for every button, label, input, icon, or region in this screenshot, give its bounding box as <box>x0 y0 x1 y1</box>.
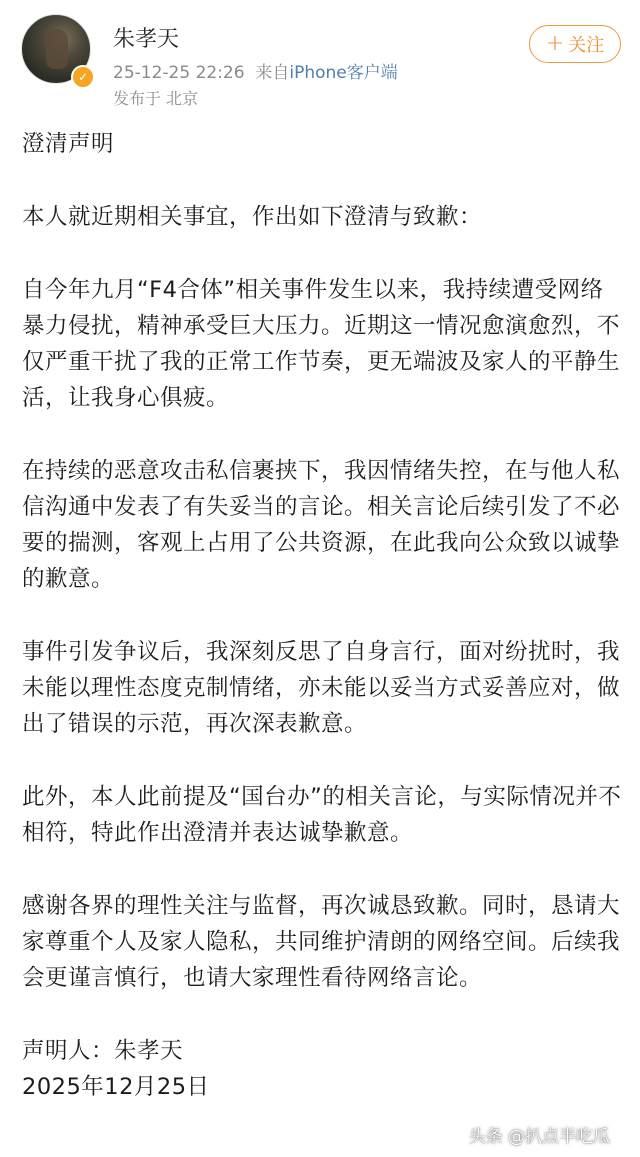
watermark-text: 头条 @扒点半吃瓜 <box>468 1127 610 1147</box>
statement-intro: 本人就近期相关事宜，作出如下澄清与致歉： <box>22 204 483 230</box>
statement-signer: 声明人：朱孝天 <box>22 1038 184 1064</box>
plus-icon: + <box>545 31 565 56</box>
post-location: 发布于 北京 <box>113 89 199 108</box>
watermark <box>469 1122 610 1147</box>
post-timestamp: 25-12-25 22:26 <box>113 63 245 83</box>
verified-icon: ✓ <box>71 65 95 89</box>
source-client-link[interactable]: iPhone客户端 <box>289 63 398 83</box>
statement-paragraph-5: 感谢各界的理性关注与监督，再次诚恳致歉。同时，恳请大家尊重个人及家人隐私，共同维护清朗的网络空间。后续我会更谨言慎行，也请大家理性看待网络言论。 <box>22 893 621 991</box>
follow-button[interactable] <box>529 25 621 63</box>
statement-paragraph-1: 自今年九月“F4合体”相关事件发生以来，我持续遭受网络暴力侵扰，精神承受巨大压力。近期这一情况愈演愈烈，不仅严重干扰了我的正常工作节奏，更无端波及家人的平静生活，让我身心俱疲。 <box>22 277 621 411</box>
post-body <box>22 126 622 1105</box>
statement-date: 2025年12月25日 <box>22 1074 210 1100</box>
statement-paragraph-2: 在持续的恶意攻击私信裹挟下，我因情绪失控，在与他人私信沟通中发表了有失妥当的言论。相关言论后续引发了不必要的揣测，客观上占用了公共资源，在此我向公众致以诚挚的歉意。 <box>22 458 621 592</box>
post-meta <box>113 58 398 83</box>
post-header <box>0 0 640 118</box>
statement-paragraph-4: 此外，本人此前提及“国台办”的相关言论，与实际情况并不相符，特此作出澄清并表达诚挚歉意。 <box>22 784 622 846</box>
statement-title: 澄清声明 <box>22 131 115 157</box>
avatar[interactable] <box>21 14 91 84</box>
follow-button-label: 关注 <box>568 35 605 56</box>
source-prefix: 来自 <box>255 63 290 83</box>
author-name[interactable]: 朱孝天 <box>113 27 180 52</box>
statement-paragraph-3: 事件引发争议后，我深刻反思了自身言行，面对纷扰时，我未能以理性态度克制情绪，亦未能以妥当方式妥善应对，做出了错误的示范，再次深表歉意。 <box>22 639 621 737</box>
